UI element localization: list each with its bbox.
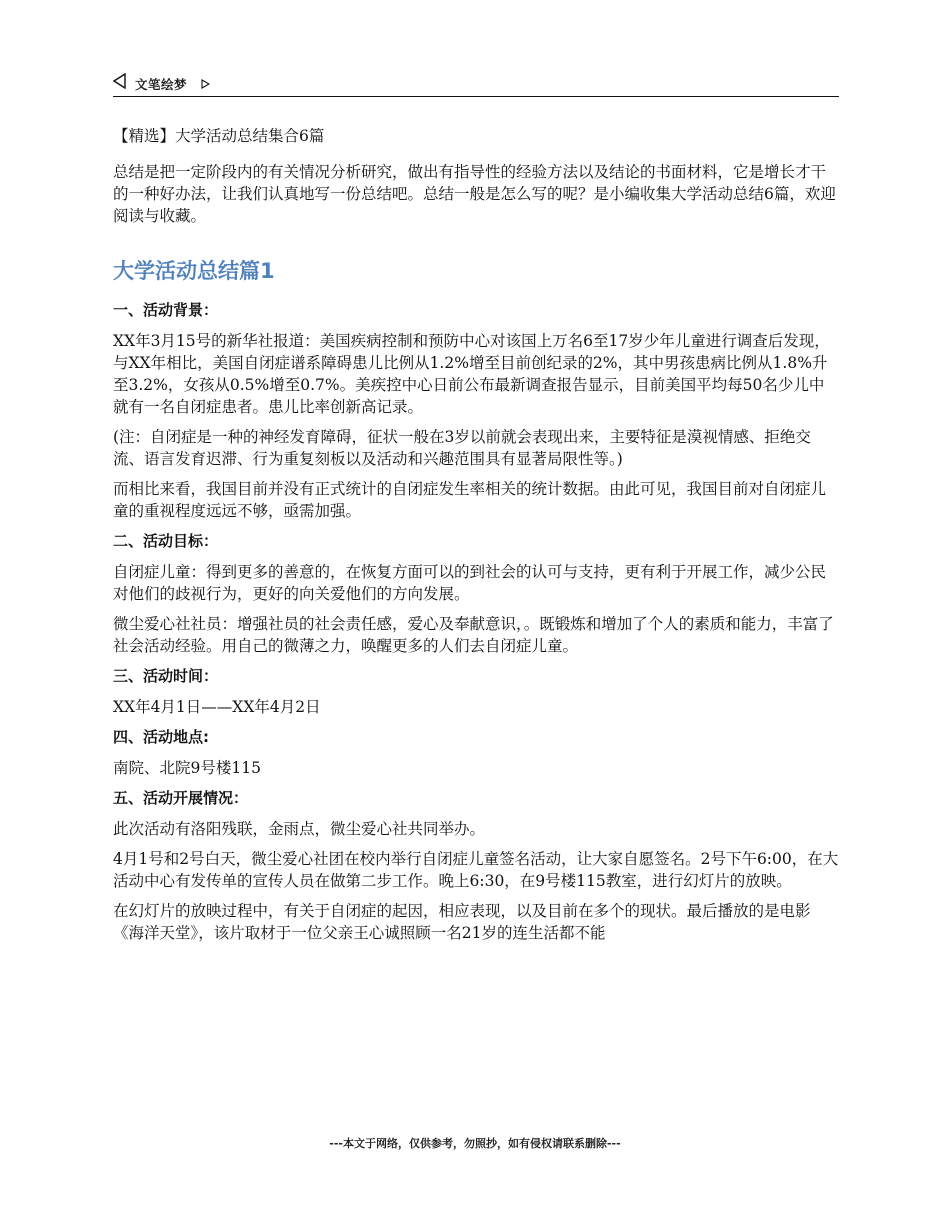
paragraph-comparison: 而相比来看，我国目前并没有正式统计的自闭症发生率相关的统计数据。由此可见，我国目前对自闭症儿童的重视程度远远不够，亟需加强。: [113, 480, 827, 520]
footer-disclaimer: ---本文于网络，仅供参考，勿照抄，如有侵权请联系删除---: [329, 1137, 621, 1150]
heading-goals: 二、活动目标：: [113, 532, 219, 550]
paragraph-screening: 在幻灯片的放映过程中，有关于自闭症的起因，相应表现，以及目前在多个的现状。最后播放的是电影《海洋天堂》，该片取材于一位父亲王心诚照顾一名21岁的连生活都不能: [113, 902, 811, 942]
document-body: [113, 124, 839, 952]
brand-name: 文笔绘梦: [135, 77, 188, 92]
triangle-left-outline-icon: [113, 73, 126, 89]
heading-progress: 五、活动开展情况：: [113, 789, 249, 807]
section-title: 大学活动总结篇1: [113, 259, 275, 283]
paragraph-goal-members: 微尘爱心社社员：增强社员的社会责任感，爱心及奉献意识，。既锻炼和增加了个人的素质和能力，丰富了社会活动经验。用自己的微薄之力，唤醒更多的人们去自闭症儿童。: [113, 615, 834, 655]
heading-location: 四、活动地点:: [113, 728, 209, 746]
paragraph-report: XX年3月15号的新华社报道：美国疾病控制和预防中心对该国上万名6至17岁少年儿童进行调查后发现，与XX年相比，美国自闭症谱系障碍患儿比例从1.2%增至目前创纪录的2%，其中男孩患病比例从1.8%升至3.2%，女孩从0.5%增至0.7%。美疾控中心日前公布最新调查报告显示，目前美国平均每50名少儿中就有一名自闭症患者。患儿比率创新高记录。: [113, 332, 830, 416]
paragraph-organizers: 此次活动有洛阳残联，金雨点，微尘爱心社共同举办。: [113, 820, 486, 838]
paragraph-goal-children: 自闭症儿童：得到更多的善意的，在恢复方面可以的到社会的认可与支持，更有利于开展工作，减少公民对他们的歧视行为，更好的向关爱他们的方向发展。: [113, 563, 827, 603]
triangle-right-outline-icon: [201, 74, 210, 84]
paragraph-note: (注：自闭症是一种的神经发育障碍，征状一般在3岁以前就会表现出来，主要特征是漠视情感、拒绝交流、语言发育迟滞、行为重复刻板以及活动和兴趣范围具有显著局限性等。): [113, 428, 811, 468]
paragraph-time: XX年4月1日——XX年4月2日: [113, 698, 321, 716]
page-header: [113, 70, 839, 97]
document-title: 【精选】大学活动总结集合6篇: [113, 127, 325, 145]
heading-background: 一、活动背景：: [113, 301, 219, 319]
paragraph-schedule: 4月1号和2号白天，微尘爱心社团在校内举行自闭症儿童签名活动，让大家自愿签名。2号下午6:00，在大活动中心有发传单的宣传人员在做第二步工作。晚上6:30，在9号楼115教室，进行幻灯片的放映。: [113, 850, 839, 890]
paragraph-location: 南院、北院9号楼115: [113, 759, 261, 777]
heading-time: 三、活动时间：: [113, 667, 219, 685]
intro-paragraph: 总结是把一定阶段内的有关情况分析研究，做出有指导性的经验方法以及结论的书面材料，它是增长才干的一种好办法，让我们认真地写一份总结吧。总结一般是怎么写的呢？是小编收集大学活动总结6篇，欢迎阅读与收藏。: [113, 163, 836, 225]
